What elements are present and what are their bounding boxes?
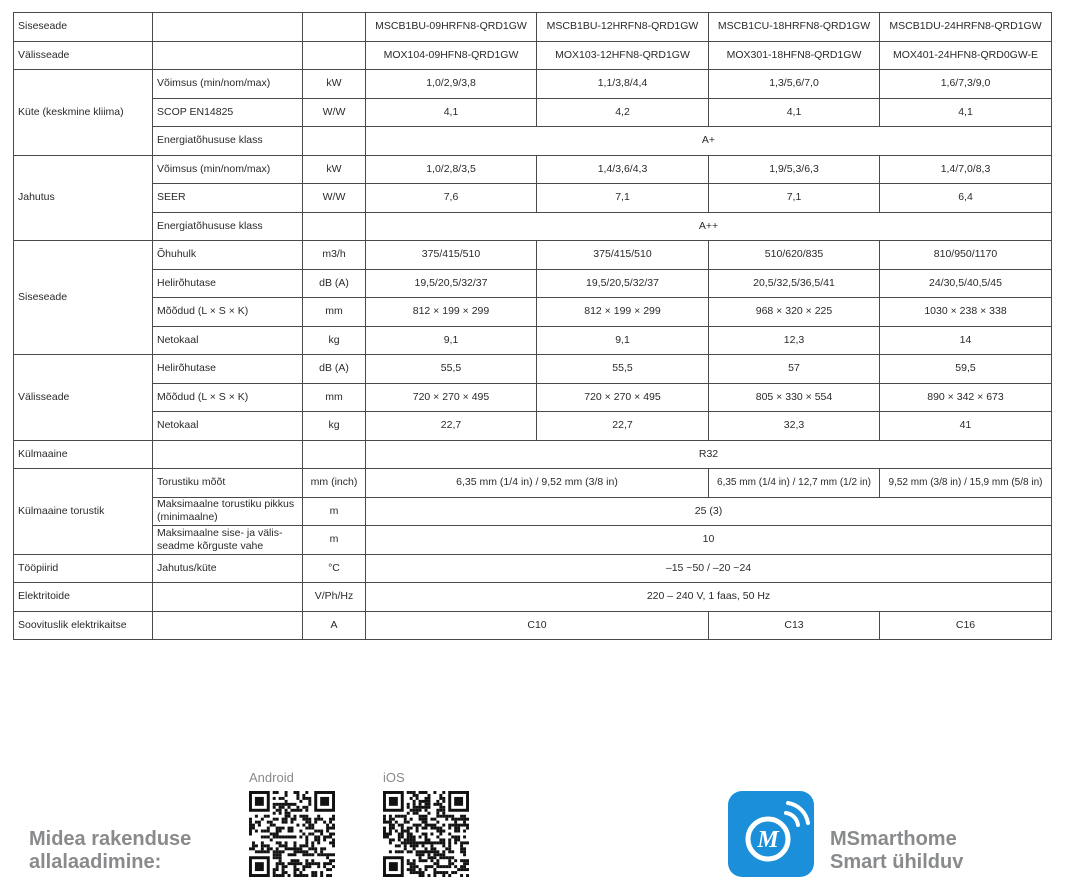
value-cell: 1,0/2,8/3,5	[366, 155, 537, 184]
unit-cell: m	[303, 526, 366, 555]
unit-cell: kW	[303, 70, 366, 99]
table-row	[14, 526, 1052, 555]
download-text: Midea rakenduse allalaadimine:	[29, 828, 192, 873]
param-label: Võimsus (min/nom/max)	[153, 70, 303, 99]
table-row	[14, 326, 1052, 355]
table-row	[14, 212, 1052, 241]
table-row	[14, 412, 1052, 441]
value-cell: 720 × 270 × 495	[366, 383, 537, 412]
brand-text	[830, 828, 963, 874]
group-label: Siseseade	[14, 241, 153, 355]
value-cell: 22,7	[537, 412, 709, 441]
table-row	[14, 554, 1052, 583]
unit-cell: kg	[303, 412, 366, 441]
value-cell: 968 × 320 × 225	[709, 298, 880, 327]
outdoor-model: MOX401-24HFN8-QRD0GW-E	[880, 41, 1052, 70]
unit-cell: mm	[303, 298, 366, 327]
param-label: Võimsus (min/nom/max)	[153, 155, 303, 184]
value-cell: 7,1	[709, 184, 880, 213]
value-cell: 22,7	[366, 412, 537, 441]
unit-cell: dB (A)	[303, 355, 366, 384]
value-cell: 4,2	[537, 98, 709, 127]
value-cell: 375/415/510	[537, 241, 709, 270]
outdoor-model: MOX103-12HFN8-QRD1GW	[537, 41, 709, 70]
value-cell: 19,5/20,5/32/37	[537, 269, 709, 298]
unit-cell: m	[303, 497, 366, 526]
table-row	[14, 383, 1052, 412]
table-row	[14, 155, 1052, 184]
value-cell: 20,5/32,5/36,5/41	[709, 269, 880, 298]
android-label: Android	[249, 770, 294, 785]
value-cell: 890 × 342 × 673	[880, 383, 1052, 412]
brand-line-1: MSmarthome	[830, 828, 957, 850]
table-row	[14, 355, 1052, 384]
value-cell: 1,1/3,8/4,4	[537, 70, 709, 99]
ios-qr-code[interactable]	[383, 791, 469, 877]
param-label: Helirõhutase	[153, 269, 303, 298]
value-cell: 7,1	[537, 184, 709, 213]
value-cell: 1,3/5,6/7,0	[709, 70, 880, 99]
value-cell: 375/415/510	[366, 241, 537, 270]
energy-class-value: A+	[366, 127, 1052, 156]
value-cell: 6,35 mm (1/4 in) / 9,52 mm (3/8 in)	[366, 469, 709, 498]
param-label: Netokaal	[153, 326, 303, 355]
group-label: Külmaaine	[14, 440, 153, 469]
unit-cell: m3/h	[303, 241, 366, 270]
value-cell: 4,1	[366, 98, 537, 127]
group-label: Välisseade	[14, 355, 153, 441]
param-label: Netokaal	[153, 412, 303, 441]
table-row	[14, 298, 1052, 327]
value-cell: 9,1	[537, 326, 709, 355]
value-cell: 1,9/5,3/6,3	[709, 155, 880, 184]
value-cell: C13	[709, 611, 880, 640]
value-cell: 4,1	[880, 98, 1052, 127]
table-row	[14, 611, 1052, 640]
table-row	[14, 41, 1052, 70]
row-label: Välisseade	[14, 41, 153, 70]
group-label: Elektritoide	[14, 583, 153, 612]
energy-class-value: A++	[366, 212, 1052, 241]
table-row	[14, 440, 1052, 469]
group-label: Jahutus	[14, 155, 153, 241]
value-cell: 4,1	[709, 98, 880, 127]
table-row	[14, 127, 1052, 156]
value-cell: 12,3	[709, 326, 880, 355]
value-cell: 1030 × 238 × 338	[880, 298, 1052, 327]
value-cell: C10	[366, 611, 709, 640]
unit-cell: mm	[303, 383, 366, 412]
group-label: Külmaaine torustik	[14, 469, 153, 555]
value-cell: 1,4/7,0/8,3	[880, 155, 1052, 184]
group-label: Soovituslik elektrikaitse	[14, 611, 153, 640]
row-label: Siseseade	[14, 13, 153, 42]
value-cell: 810/950/1170	[880, 241, 1052, 270]
table-row	[14, 13, 1052, 42]
refrigerant-value: R32	[366, 440, 1052, 469]
param-label: Õhuhulk	[153, 241, 303, 270]
value-cell: 14	[880, 326, 1052, 355]
param-label: Energiatõhususe klass	[153, 212, 303, 241]
value-cell: 812 × 199 × 299	[366, 298, 537, 327]
param-label: Torustiku mõõt	[153, 469, 303, 498]
value-cell: 220 – 240 V, 1 faas, 50 Hz	[366, 583, 1052, 612]
param-label: Energiatõhususe klass	[153, 127, 303, 156]
msmarthome-app-icon[interactable]	[728, 791, 814, 877]
param-label: Mõõdud (L × S × K)	[153, 383, 303, 412]
param-label: Maksimaalne sise- ja välis-seadme kõrguste vahe	[153, 526, 303, 555]
brand-line-2: Smart ühilduv	[830, 851, 964, 873]
ios-label: iOS	[383, 770, 405, 785]
table-row	[14, 184, 1052, 213]
unit-cell: kg	[303, 326, 366, 355]
value-cell: 57	[709, 355, 880, 384]
value-cell: C16	[880, 611, 1052, 640]
value-cell: 9,1	[366, 326, 537, 355]
value-cell: 41	[880, 412, 1052, 441]
param-label: Maksimaalne torustiku pikkus (minimaalne)	[153, 497, 303, 526]
unit-cell: dB (A)	[303, 269, 366, 298]
svg-text:M: M	[757, 827, 779, 853]
value-cell: 9,52 mm (3/8 in) / 15,9 mm (5/8 in)	[880, 469, 1052, 498]
unit-cell: kW	[303, 155, 366, 184]
value-cell: 805 × 330 × 554	[709, 383, 880, 412]
indoor-model: MSCB1CU-18HRFN8-QRD1GW	[709, 13, 880, 42]
unit-cell: A	[303, 611, 366, 640]
unit-cell: mm (inch)	[303, 469, 366, 498]
value-cell: 1,6/7,3/9,0	[880, 70, 1052, 99]
value-cell: 24/30,5/40,5/45	[880, 269, 1052, 298]
value-cell: 720 × 270 × 495	[537, 383, 709, 412]
table-row	[14, 269, 1052, 298]
value-cell: 6,35 mm (1/4 in) / 12,7 mm (1/2 in)	[709, 469, 880, 498]
unit-cell: W/W	[303, 184, 366, 213]
unit-cell: V/Ph/Hz	[303, 583, 366, 612]
unit-cell: °C	[303, 554, 366, 583]
param-label: Jahutus/küte	[153, 554, 303, 583]
group-label: Tööpiirid	[14, 554, 153, 583]
indoor-model: MSCB1BU-09HRFN8-QRD1GW	[366, 13, 537, 42]
param-label: SCOP EN14825	[153, 98, 303, 127]
value-cell: –15 ~50 / –20 ~24	[366, 554, 1052, 583]
table-row	[14, 583, 1052, 612]
value-cell: 32,3	[709, 412, 880, 441]
android-qr-code[interactable]	[249, 791, 335, 877]
table-row	[14, 241, 1052, 270]
value-cell: 59,5	[880, 355, 1052, 384]
table-row	[14, 469, 1052, 498]
value-cell: 510/620/835	[709, 241, 880, 270]
table-row	[14, 497, 1052, 526]
indoor-model: MSCB1BU-12HRFN8-QRD1GW	[537, 13, 709, 42]
value-cell: 25 (3)	[366, 497, 1052, 526]
value-cell: 812 × 199 × 299	[537, 298, 709, 327]
param-label: Helirõhutase	[153, 355, 303, 384]
table-row	[14, 70, 1052, 99]
value-cell: 6,4	[880, 184, 1052, 213]
value-cell: 55,5	[366, 355, 537, 384]
param-label: SEER	[153, 184, 303, 213]
value-cell: 10	[366, 526, 1052, 555]
value-cell: 7,6	[366, 184, 537, 213]
table-row	[14, 98, 1052, 127]
value-cell: 1,4/3,6/4,3	[537, 155, 709, 184]
value-cell: 55,5	[537, 355, 709, 384]
group-label: Küte (keskmine kliima)	[14, 70, 153, 156]
unit-cell: W/W	[303, 98, 366, 127]
outdoor-model: MOX104-09HFN8-QRD1GW	[366, 41, 537, 70]
param-label: Mõõdud (L × S × K)	[153, 298, 303, 327]
outdoor-model: MOX301-18HFN8-QRD1GW	[709, 41, 880, 70]
value-cell: 1,0/2,9/3,8	[366, 70, 537, 99]
value-cell: 19,5/20,5/32/37	[366, 269, 537, 298]
indoor-model: MSCB1DU-24HRFN8-QRD1GW	[880, 13, 1052, 42]
spec-table	[13, 12, 1052, 640]
